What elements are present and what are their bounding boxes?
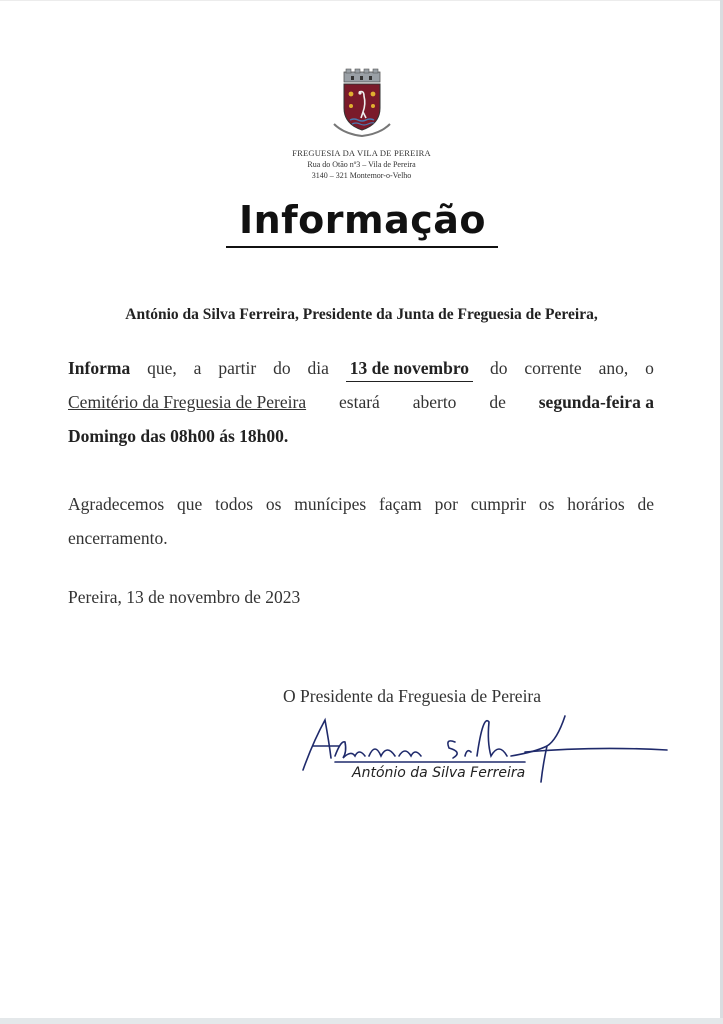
informa-word: Informa <box>68 358 131 378</box>
thanks-line-1 <box>68 494 654 518</box>
coat-of-arms-icon <box>330 68 394 138</box>
page-top-edge <box>0 0 723 1</box>
word: partir <box>218 358 257 378</box>
parish-name: FREGUESIA DA VILA DE PEREIRA <box>292 148 431 158</box>
place-and-date: Pereira, 13 de novembro de 2023 <box>68 587 301 607</box>
document-title: Informação <box>238 198 487 242</box>
word: aberto <box>412 392 457 412</box>
word: ano, <box>598 358 629 378</box>
title-underline <box>226 246 498 248</box>
word: Agradecemos <box>68 494 165 514</box>
opening-hours: Domingo das 08h00 ás 18h00. <box>68 426 289 446</box>
word: a <box>193 358 202 378</box>
word: do <box>273 358 291 378</box>
word: horários <box>567 494 625 514</box>
word: por <box>434 494 458 514</box>
word: estará <box>339 392 380 412</box>
signature-title: O Presidente da Freguesia de Pereira <box>283 686 542 706</box>
signer-name: António da Silva Ferreira <box>352 765 526 781</box>
page-bottom-edge <box>0 1018 723 1024</box>
cemetery-name: Cemitério da Freguesia de Pereira <box>68 392 307 412</box>
word: cumprir <box>470 494 527 514</box>
word: dia <box>307 358 329 378</box>
thanks-line-2: encerramento. <box>68 528 168 548</box>
word: de <box>489 392 506 412</box>
word: que, <box>147 358 177 378</box>
announcement-line-1 <box>68 358 654 382</box>
word: façam <box>379 494 422 514</box>
parish-address-line1: Rua do Otão nº3 – Vila de Pereira <box>307 160 416 169</box>
announcement-line-3 <box>68 426 288 450</box>
filled-date: 13 de novembro <box>346 358 473 382</box>
intro-line: António da Silva Ferreira, Presidente da Junta de Freguesia de Pereira, <box>125 306 598 323</box>
word: o <box>645 358 654 378</box>
word: os <box>538 494 555 514</box>
word: que <box>177 494 203 514</box>
word: munícipes <box>294 494 367 514</box>
parish-address-line2: 3140 – 321 Montemor-o-Velho <box>311 171 412 180</box>
word: os <box>265 494 282 514</box>
word: corrente <box>524 358 582 378</box>
word: todos <box>215 494 254 514</box>
announcement-line-2 <box>68 392 654 416</box>
word: de <box>637 494 654 514</box>
word: do <box>489 358 508 378</box>
opening-days-start: segunda-feira a <box>538 392 654 412</box>
